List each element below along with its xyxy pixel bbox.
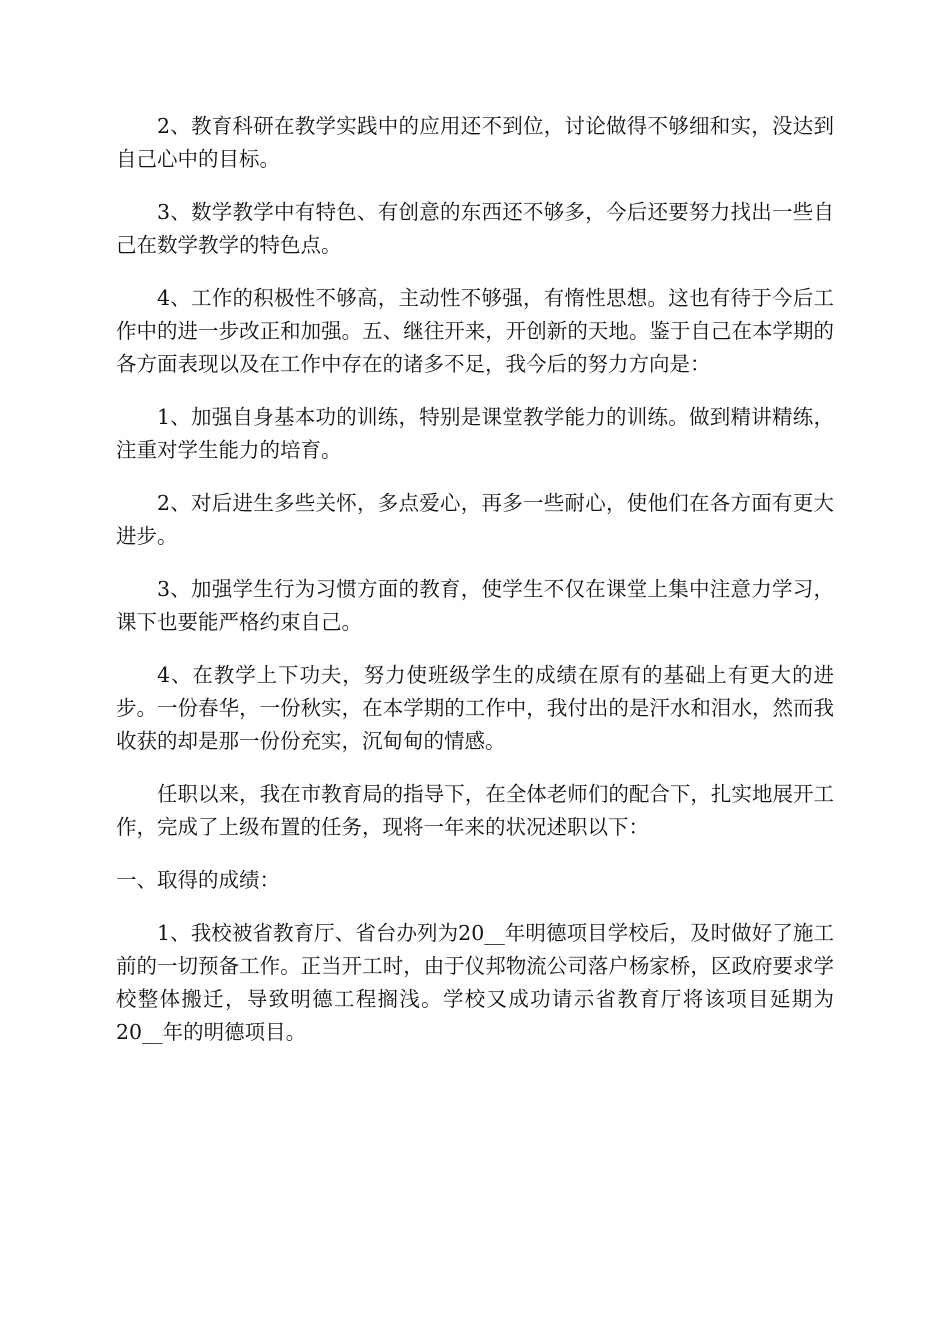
paragraph-math-features: 3、数学教学中有特色、有创意的东西还不够多，今后还要努力找出一些自己在数学教学的特色点。: [116, 200, 834, 257]
paragraph-care-students: 2、对后进生多些关怀，多点爱心，再多一些耐心，使他们在各方面有更大进步。: [116, 491, 834, 548]
section-heading-achievements: 一、取得的成绩：: [116, 868, 280, 892]
paragraph-mingde-project: 1、我校被省教育厅、省台办列为20__年明德项目学校后，及时做好了施工前的一切预备工作。正当开工时，由于仪邦物流公司落户杨家桥，区政府要求学校整体搬迁，导致明德工程搁浅。学校又成功请示省教育厅将该项目延期为20__年的明德项目。: [116, 921, 834, 1044]
paragraph-report-intro: 任职以来，我在市教育局的指导下，在全体老师们的配合下，扎实地展开工作，完成了上级布置的任务，现将一年来的状况述职以下：: [116, 782, 834, 839]
paragraph-behavior-habits: 3、加强学生行为习惯方面的教育，使学生不仅在课堂上集中注意力学习，课下也要能严格约束自己。: [116, 577, 834, 634]
paragraph-work-initiative: 4、工作的积极性不够高，主动性不够强，有惰性思想。这也有待于今后工作中的进一步改正和加强。五、继往开来，开创新的天地。鉴于自己在本学期的各方面表现以及在工作中存在的诸多不足，我今后的努力方向是：: [116, 286, 834, 376]
paragraph-teaching-effort: 4、在教学上下功夫，努力使班级学生的成绩在原有的基础上有更大的进步。一份春华，一份秋实，在本学期的工作中，我付出的是汗水和泪水，然而我收获的却是那一份份充实，沉甸甸的情感。: [116, 663, 834, 753]
paragraph-research-application: 2、教育科研在教学实践中的应用还不到位，讨论做得不够细和实，没达到自己心中的目标。: [116, 114, 834, 171]
paragraph-basic-skills: 1、加强自身基本功的训练，特别是课堂教学能力的训练。做到精讲精练，注重对学生能力的培育。: [116, 405, 834, 462]
document-page: [116, 110, 834, 1069]
